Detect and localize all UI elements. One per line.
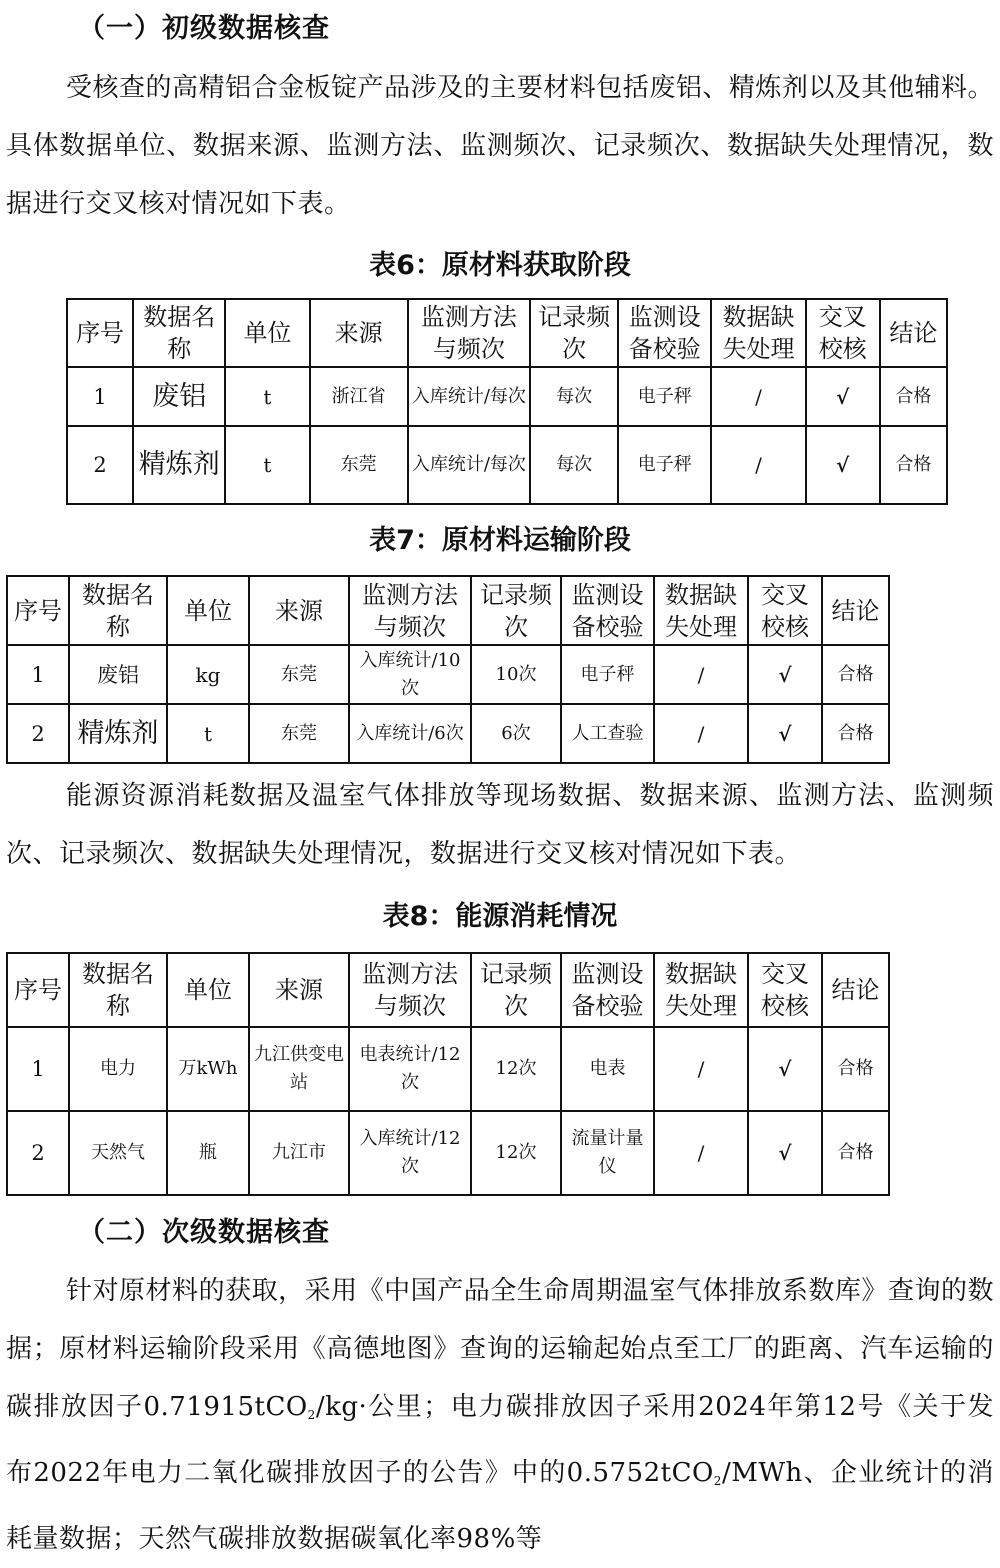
cell: 合格 xyxy=(822,645,889,704)
cell: 浙江省 xyxy=(310,367,408,426)
cell: 电子秤 xyxy=(618,367,711,426)
section-heading-primary: （一）初级数据核查 xyxy=(78,13,330,44)
header-cell: 结论 xyxy=(822,953,889,1027)
header-cell: 单位 xyxy=(167,953,249,1027)
cell: 合格 xyxy=(880,426,947,504)
section-heading-secondary: （二）次级数据核查 xyxy=(78,1217,330,1248)
energy-paragraph: 能源资源消耗数据及温室气体排放等现场数据、数据来源、监测方法、监测频次、记录频次、数据缺失处理情况，数据进行交叉核对情况如下表。 xyxy=(6,781,994,869)
table-row xyxy=(7,1111,889,1195)
header-cell: 序号 xyxy=(67,299,133,367)
cell: 每次 xyxy=(530,367,618,426)
cell: / xyxy=(654,704,748,763)
cell: √ xyxy=(748,1111,822,1195)
intro-paragraph: 受核查的高精铝合金板锭产品涉及的主要材料包括废铝、精炼剂以及其他辅料。具体数据单位、数据来源、监测方法、监测频次、记录频次、数据缺失处理情况，数据进行交叉核对情况如下表。 xyxy=(6,73,994,219)
table6 xyxy=(66,298,948,505)
cell: kg xyxy=(167,645,249,704)
cell: / xyxy=(711,426,805,504)
cell: √ xyxy=(748,1027,822,1111)
cell: 废铝 xyxy=(133,367,225,426)
table7 xyxy=(6,575,890,764)
subscript: 2 xyxy=(307,1408,316,1422)
table8 xyxy=(6,952,890,1196)
header-cell: 监测设备校验 xyxy=(561,953,654,1027)
header-cell: 交叉校核 xyxy=(748,953,822,1027)
table-row xyxy=(67,426,947,504)
cell: √ xyxy=(748,704,822,763)
cell: 12次 xyxy=(471,1027,561,1111)
table-row xyxy=(7,1027,889,1111)
cell: 合格 xyxy=(822,704,889,763)
cell: 入库统计/6次 xyxy=(349,704,471,763)
header-cell: 监测方法与频次 xyxy=(349,953,471,1027)
header-cell: 记录频次 xyxy=(471,953,561,1027)
cell: 流量计量仪 xyxy=(561,1111,654,1195)
header-cell: 单位 xyxy=(167,576,249,645)
cell: / xyxy=(654,645,748,704)
header-cell: 监测设备校验 xyxy=(561,576,654,645)
header-cell: 数据缺失处理 xyxy=(654,576,748,645)
cell: √ xyxy=(748,645,822,704)
header-cell: 数据名称 xyxy=(69,576,167,645)
cell: 1 xyxy=(7,1027,69,1111)
table8-caption: 表8：能源消耗情况 xyxy=(382,901,618,932)
table-header-row xyxy=(7,953,889,1027)
header-cell: 序号 xyxy=(7,576,69,645)
cell: √ xyxy=(806,367,880,426)
header-cell: 结论 xyxy=(822,576,889,645)
cell: √ xyxy=(806,426,880,504)
table-header-row xyxy=(67,299,947,367)
secondary-data-paragraph xyxy=(6,1262,994,1568)
header-cell: 来源 xyxy=(249,953,349,1027)
header-cell: 单位 xyxy=(225,299,309,367)
table7-caption: 表7：原材料运输阶段 xyxy=(369,525,631,556)
cell: 1 xyxy=(7,645,69,704)
table6-caption: 表6：原材料获取阶段 xyxy=(369,250,631,281)
cell: t xyxy=(225,426,309,504)
cell: 九江供变电站 xyxy=(249,1027,349,1111)
table-row xyxy=(67,367,947,426)
cell: 九江市 xyxy=(249,1111,349,1195)
cell: 精炼剂 xyxy=(69,704,167,763)
cell: 合格 xyxy=(880,367,947,426)
cell: / xyxy=(654,1027,748,1111)
cell: 瓶 xyxy=(167,1111,249,1195)
cell: t xyxy=(225,367,309,426)
header-cell: 来源 xyxy=(249,576,349,645)
header-cell: 结论 xyxy=(880,299,947,367)
cell: 2 xyxy=(7,1111,69,1195)
cell: 东莞 xyxy=(310,426,408,504)
cell: 入库统计/10次 xyxy=(349,645,471,704)
header-cell: 数据缺失处理 xyxy=(654,953,748,1027)
paragraph-text: 针对原材料的获取，采用《中国产品全生命周期温室气体排放系数库》查询的数据；原材料运输阶段采用《高德地图》查询的运输起始点至工厂的距离、汽车运输的碳排放因子0.71915tCO xyxy=(6,1276,994,1422)
header-cell: 交叉校核 xyxy=(748,576,822,645)
subscript: 2 xyxy=(713,1474,722,1488)
cell: t xyxy=(167,704,249,763)
cell: 入库统计/12次 xyxy=(349,1111,471,1195)
cell: 1 xyxy=(67,367,133,426)
cell: 电子秤 xyxy=(618,426,711,504)
cell: 东莞 xyxy=(249,704,349,763)
cell: 天然气 xyxy=(69,1111,167,1195)
header-cell: 序号 xyxy=(7,953,69,1027)
cell: 2 xyxy=(67,426,133,504)
cell: 合格 xyxy=(822,1027,889,1111)
header-cell: 监测方法与频次 xyxy=(408,299,530,367)
cell: 每次 xyxy=(530,426,618,504)
cell: / xyxy=(654,1111,748,1195)
header-cell: 交叉校核 xyxy=(806,299,880,367)
cell: 12次 xyxy=(471,1111,561,1195)
table-row xyxy=(7,704,889,763)
cell: 入库统计/每次 xyxy=(408,426,530,504)
cell: 精炼剂 xyxy=(133,426,225,504)
header-cell: 数据名称 xyxy=(69,953,167,1027)
table-header-row xyxy=(7,576,889,645)
cell: 10次 xyxy=(471,645,561,704)
header-cell: 监测设备校验 xyxy=(618,299,711,367)
cell: 入库统计/每次 xyxy=(408,367,530,426)
header-cell: 数据缺失处理 xyxy=(711,299,805,367)
cell: 2 xyxy=(7,704,69,763)
header-cell: 来源 xyxy=(310,299,408,367)
cell: / xyxy=(711,367,805,426)
paragraph-text: /MWh、企业统计的消耗量数据；天然气碳排放数据碳氧化率98%等 xyxy=(6,1458,994,1554)
cell: 人工查验 xyxy=(561,704,654,763)
cell: 电力 xyxy=(69,1027,167,1111)
header-cell: 记录频次 xyxy=(471,576,561,645)
cell: 废铝 xyxy=(69,645,167,704)
cell: 东莞 xyxy=(249,645,349,704)
cell: 电表统计/12次 xyxy=(349,1027,471,1111)
header-cell: 监测方法与频次 xyxy=(349,576,471,645)
header-cell: 记录频次 xyxy=(530,299,618,367)
cell: 万kWh xyxy=(167,1027,249,1111)
paragraph-text: /kg·公里；电力碳排放因子采用2024年第12号《关于发布2022年电力二氧化碳排放因子的公告》中的0.5752tCO xyxy=(6,1392,994,1488)
cell: 合格 xyxy=(822,1111,889,1195)
cell: 电表 xyxy=(561,1027,654,1111)
cell: 6次 xyxy=(471,704,561,763)
header-cell: 数据名称 xyxy=(133,299,225,367)
table-row xyxy=(7,645,889,704)
cell: 电子秤 xyxy=(561,645,654,704)
